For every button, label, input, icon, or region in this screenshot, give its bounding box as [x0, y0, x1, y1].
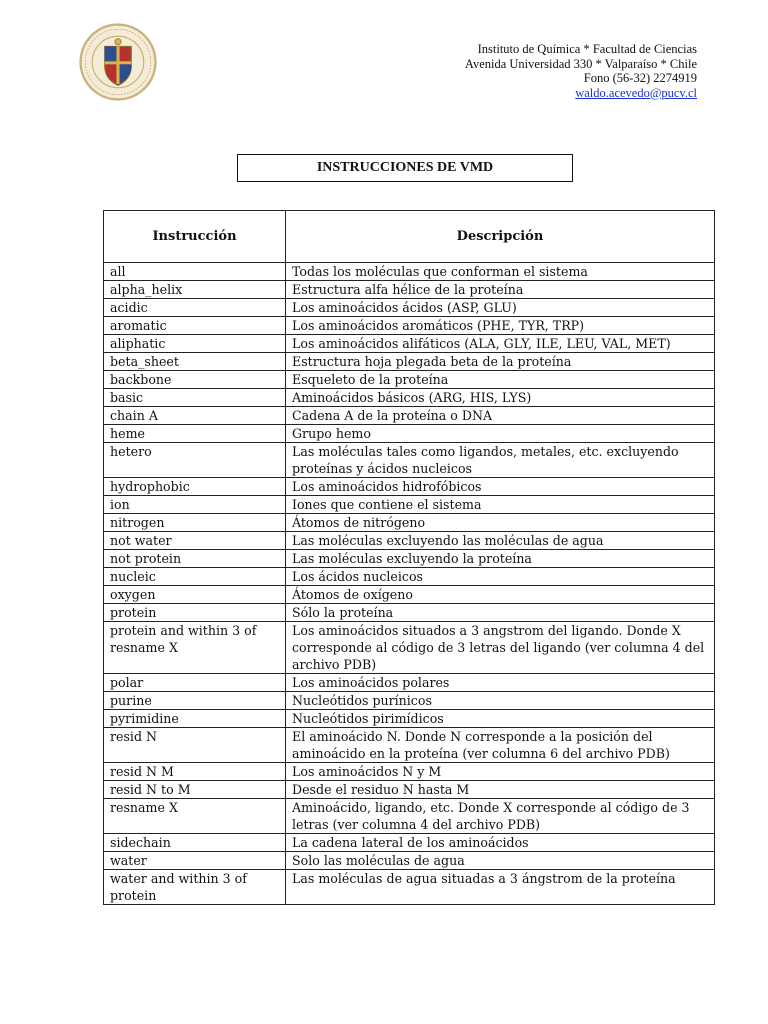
table-row: [104, 799, 715, 834]
instruction-cell: resid N: [104, 728, 286, 763]
document-title: INSTRUCCIONES DE VMD: [237, 154, 573, 182]
university-seal-logo: [79, 23, 157, 101]
table-row: [104, 353, 715, 371]
description-cell: Nucleótidos pirimídicos: [286, 710, 715, 728]
email-link[interactable]: waldo.acevedo@pucv.cl: [575, 85, 697, 100]
instruction-cell: sidechain: [104, 834, 286, 852]
description-cell: Los aminoácidos N y M: [286, 763, 715, 781]
table-row: [104, 281, 715, 299]
table-row: [104, 335, 715, 353]
table-row: [104, 478, 715, 496]
description-cell: Solo las moléculas de agua: [286, 852, 715, 870]
description-cell: Los aminoácidos situados a 3 angstrom del ligando. Donde X corresponde al código de 3 letras del ligando (ver columna 4 del archivo PDB): [286, 622, 715, 674]
table-row: [104, 532, 715, 550]
description-cell: Átomos de oxígeno: [286, 586, 715, 604]
description-cell: Todas los moléculas que conforman el sistema: [286, 263, 715, 281]
table-row: [104, 514, 715, 532]
instruction-cell: resid N M: [104, 763, 286, 781]
table-row: [104, 568, 715, 586]
description-cell: Aminoácidos básicos (ARG, HIS, LYS): [286, 389, 715, 407]
table-row: [104, 710, 715, 728]
table-row: [104, 870, 715, 905]
instruction-cell: beta_sheet: [104, 353, 286, 371]
instruction-cell: water: [104, 852, 286, 870]
instruction-cell: not protein: [104, 550, 286, 568]
description-cell: Cadena A de la proteína o DNA: [286, 407, 715, 425]
instruction-cell: heme: [104, 425, 286, 443]
instruction-cell: aliphatic: [104, 335, 286, 353]
column-header-description: Descripción: [286, 211, 715, 263]
table-row: [104, 763, 715, 781]
instruction-cell: acidic: [104, 299, 286, 317]
instruction-cell: protein and within 3 of resname X: [104, 622, 286, 674]
description-cell: Estructura alfa hélice de la proteína: [286, 281, 715, 299]
header-line-1: Instituto de Química * Facultad de Ciencias: [477, 42, 697, 56]
table-row: [104, 407, 715, 425]
column-header-instruction: Instrucción: [104, 211, 286, 263]
instruction-cell: purine: [104, 692, 286, 710]
table-row: [104, 604, 715, 622]
description-cell: Las moléculas excluyendo la proteína: [286, 550, 715, 568]
description-cell: La cadena lateral de los aminoácidos: [286, 834, 715, 852]
table-row: [104, 622, 715, 674]
table-header-row: [104, 211, 715, 263]
table-row: [104, 834, 715, 852]
description-cell: Los aminoácidos alifáticos (ALA, GLY, ILE, LEU, VAL, MET): [286, 335, 715, 353]
description-cell: Los aminoácidos aromáticos (PHE, TYR, TRP): [286, 317, 715, 335]
vmd-instructions-table: [103, 210, 715, 905]
instruction-cell: resid N to M: [104, 781, 286, 799]
table-row: [104, 852, 715, 870]
description-cell: Desde el residuo N hasta M: [286, 781, 715, 799]
instruction-cell: ion: [104, 496, 286, 514]
instruction-cell: hetero: [104, 443, 286, 478]
description-cell: El aminoácido N. Donde N corresponde a la posición del aminoácido en la proteína (ver columna 6 del archivo PDB): [286, 728, 715, 763]
instruction-cell: oxygen: [104, 586, 286, 604]
instruction-cell: nitrogen: [104, 514, 286, 532]
header-line-2: Avenida Universidad 330 * Valparaíso * Chile: [464, 56, 697, 71]
description-cell: Estructura hoja plegada beta de la proteína: [286, 353, 715, 371]
table-row: [104, 425, 715, 443]
instruction-cell: protein: [104, 604, 286, 622]
instruction-cell: all: [104, 263, 286, 281]
instruction-cell: backbone: [104, 371, 286, 389]
description-cell: Nucleótidos purínicos: [286, 692, 715, 710]
instruction-cell: hydrophobic: [104, 478, 286, 496]
table-row: [104, 371, 715, 389]
table-row: [104, 443, 715, 478]
instruction-cell: chain A: [104, 407, 286, 425]
table-row: [104, 586, 715, 604]
institution-header: [465, 42, 697, 100]
table-row: [104, 728, 715, 763]
description-cell: Esqueleto de la proteína: [286, 371, 715, 389]
instruction-cell: not water: [104, 532, 286, 550]
table-row: [104, 317, 715, 335]
table-row: [104, 496, 715, 514]
description-cell: Grupo hemo: [286, 425, 715, 443]
instruction-cell: resname X: [104, 799, 286, 834]
description-cell: Aminoácido, ligando, etc. Donde X corresponde al código de 3 letras (ver columna 4 del archivo PDB): [286, 799, 715, 834]
header-line-3: Fono (56-32) 2274919: [583, 71, 697, 85]
instruction-cell: basic: [104, 389, 286, 407]
table-row: [104, 389, 715, 407]
description-cell: Los aminoácidos hidrofóbicos: [286, 478, 715, 496]
instruction-cell: pyrimidine: [104, 710, 286, 728]
description-cell: Átomos de nitrógeno: [286, 514, 715, 532]
table-row: [104, 550, 715, 568]
description-cell: Los aminoácidos ácidos (ASP, GLU): [286, 299, 715, 317]
description-cell: Las moléculas excluyendo las moléculas de agua: [286, 532, 715, 550]
description-cell: Los ácidos nucleicos: [286, 568, 715, 586]
table-row: [104, 674, 715, 692]
table-row: [104, 692, 715, 710]
instruction-cell: aromatic: [104, 317, 286, 335]
table-row: [104, 299, 715, 317]
description-cell: Las moléculas de agua situadas a 3 ángstrom de la proteína: [286, 870, 715, 905]
description-cell: Sólo la proteína: [286, 604, 715, 622]
table-row: [104, 781, 715, 799]
description-cell: Los aminoácidos polares: [286, 674, 715, 692]
instruction-cell: nucleic: [104, 568, 286, 586]
description-cell: Las moléculas tales como ligandos, metales, etc. excluyendo proteínas y ácidos nucleicos: [286, 443, 715, 478]
table-row: [104, 263, 715, 281]
instruction-cell: polar: [104, 674, 286, 692]
instruction-cell: water and within 3 of protein: [104, 870, 286, 905]
description-cell: Iones que contiene el sistema: [286, 496, 715, 514]
instruction-cell: alpha_helix: [104, 281, 286, 299]
